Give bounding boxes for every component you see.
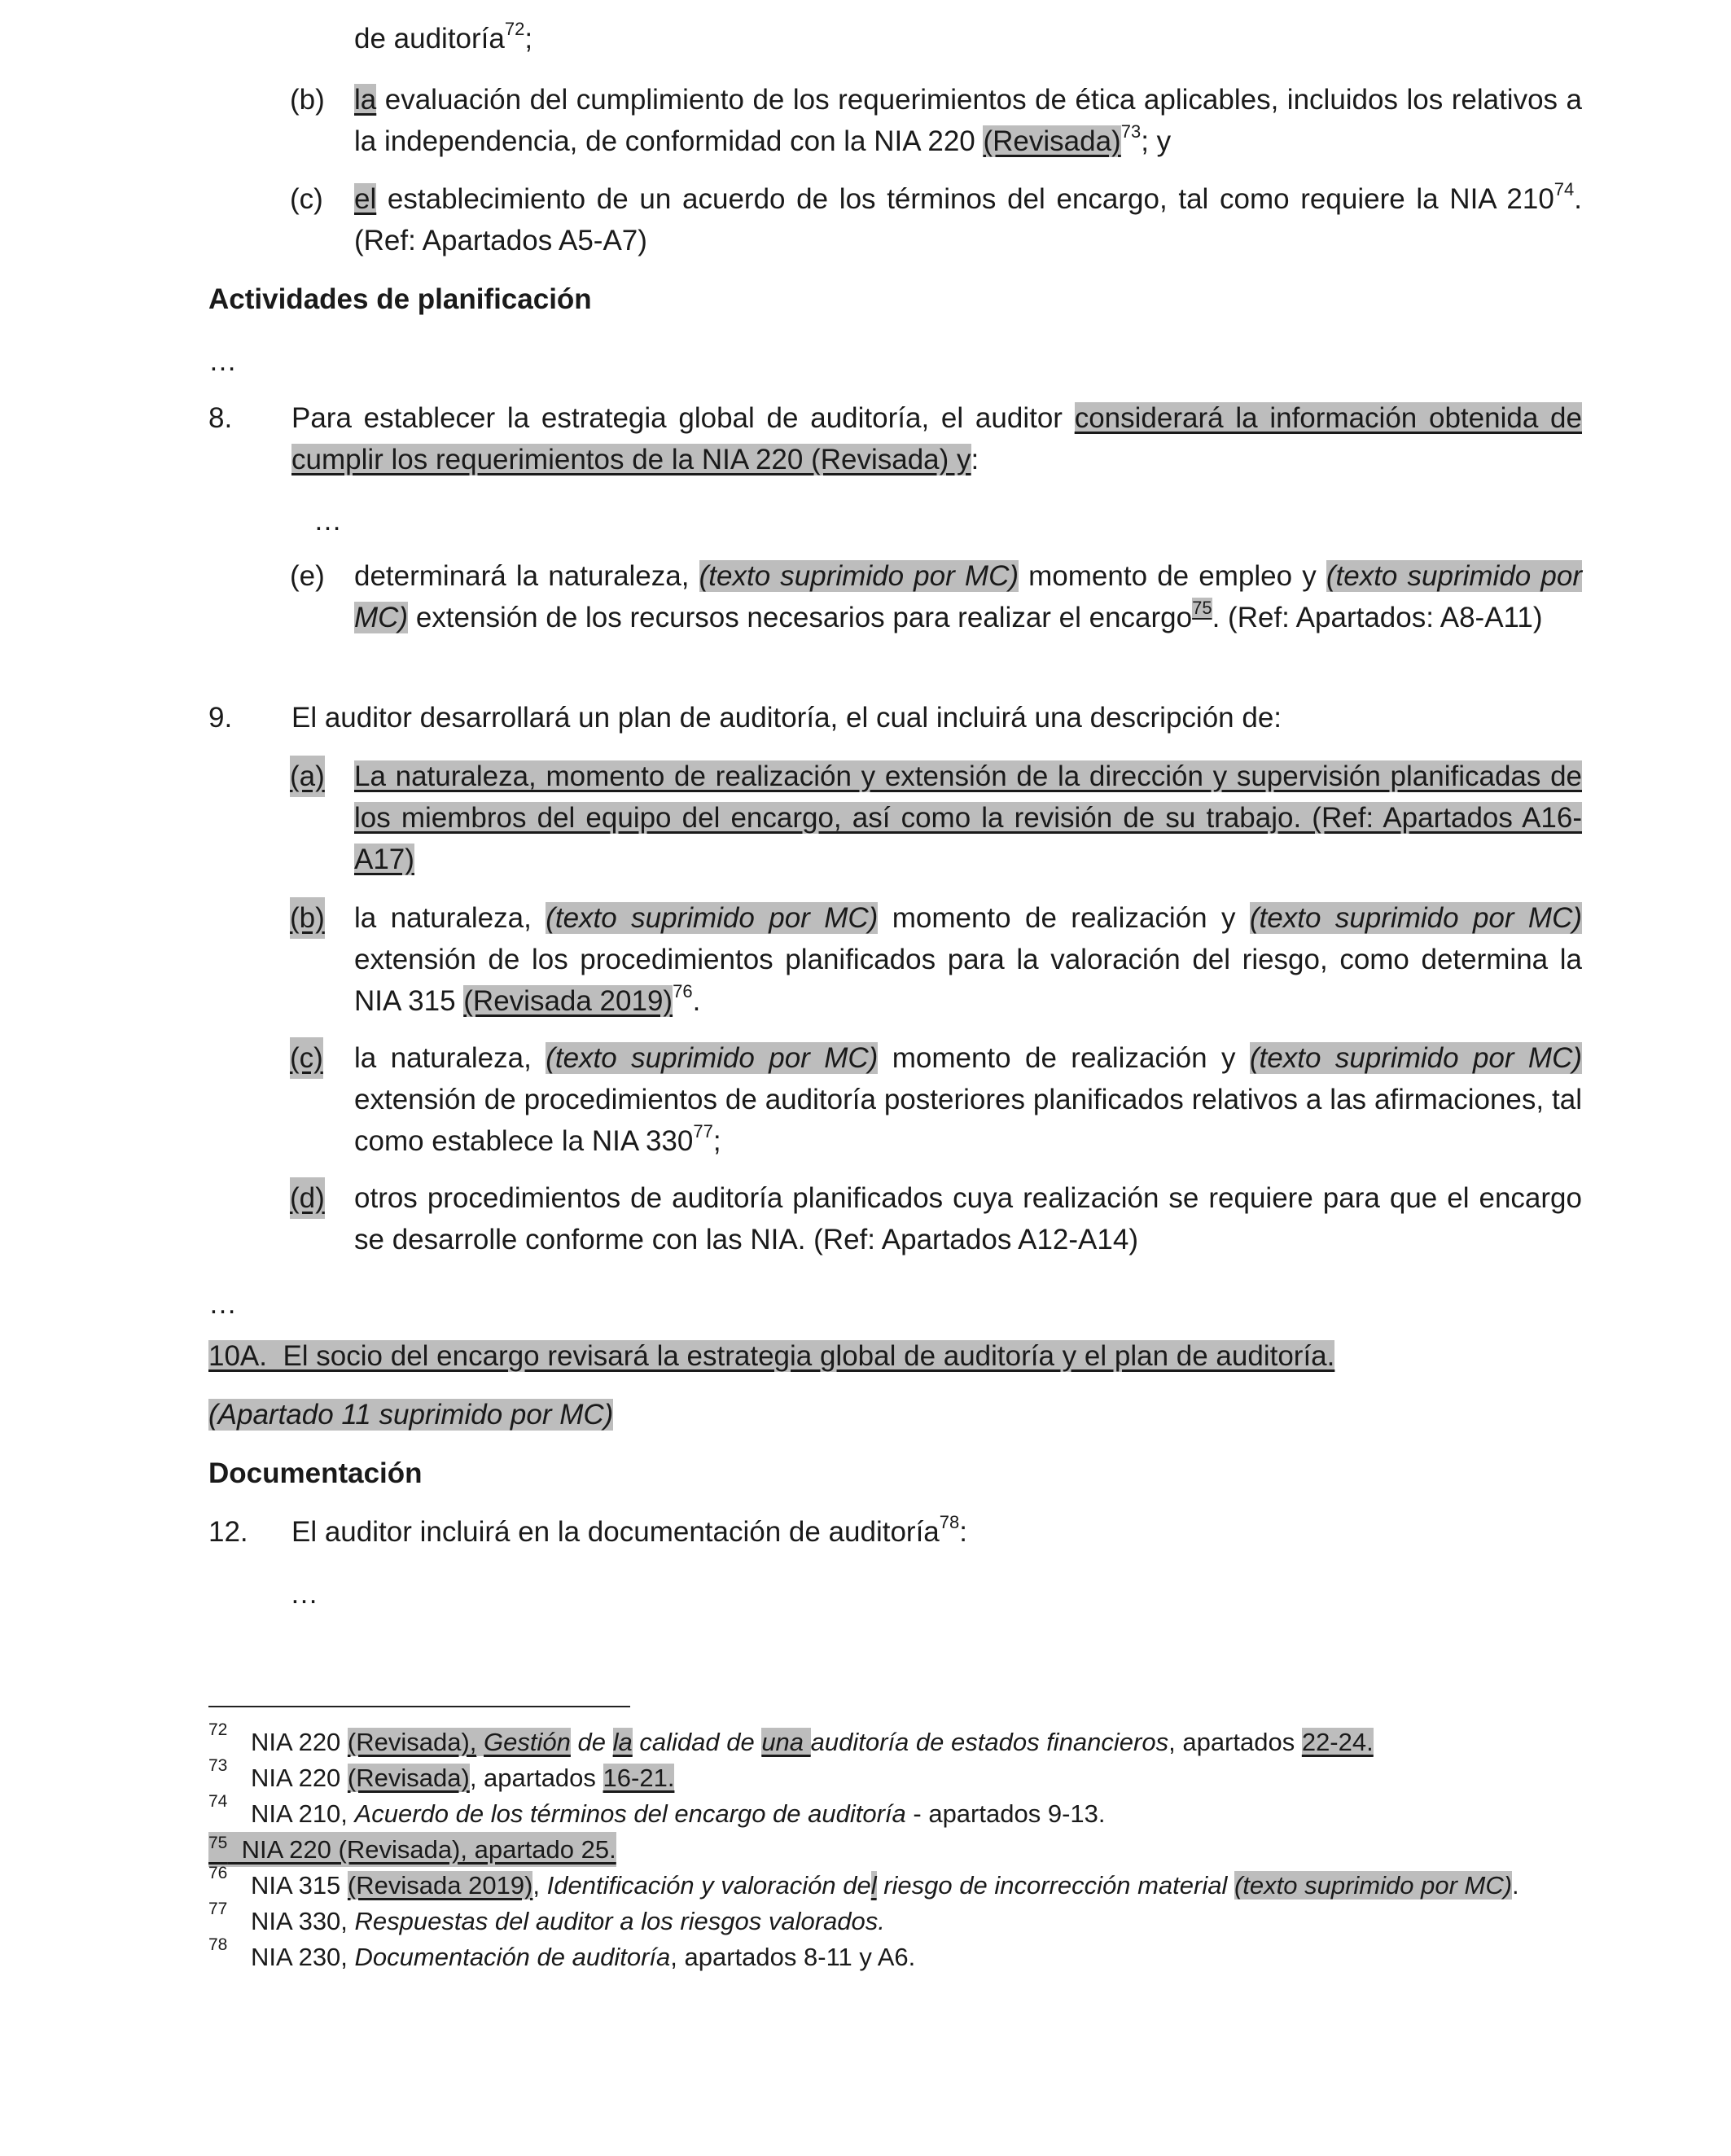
footnote-74-title: Acuerdo de los términos del encargo de auditoría	[354, 1799, 906, 1828]
para-8-tail: :	[971, 444, 979, 475]
footnote-76-revised: (Revisada 2019)	[347, 1871, 533, 1900]
item-9b-text-2: momento de realización y	[878, 902, 1250, 934]
item-c-label: (c)	[290, 183, 323, 215]
footnote-73-revised: (Revisada)	[347, 1764, 470, 1792]
footnote-76-title-2: riesgo de incorrección material	[876, 1871, 1234, 1900]
footnote-74-number: 74	[208, 1792, 228, 1811]
footnote-ref-76: 76	[673, 981, 693, 1001]
footnote-76-tail: .	[1512, 1871, 1519, 1900]
item-9c-text-3: extensión de procedimientos de auditoría posteriores planificados relativos a las afirmaciones, tal como establece la NIA 330	[354, 1084, 1582, 1157]
footnote-72-gestion: Gestión	[484, 1728, 571, 1756]
footnote-72-title-rest: auditoría de estados financieros	[810, 1728, 1169, 1756]
footnote-74-text: NIA 210,	[251, 1799, 355, 1828]
item-9a-label: (a)	[290, 756, 325, 797]
item-9b-label: (b)	[290, 897, 325, 939]
item-c-highlight: el	[354, 183, 377, 215]
item-e-paragraph	[354, 555, 1582, 638]
item-b-highlight: la	[354, 84, 377, 116]
footnote-76-sep: ,	[532, 1871, 547, 1900]
footnote-77-text: NIA 330,	[251, 1907, 355, 1935]
footnote-73	[251, 1760, 674, 1795]
item-9d-label: (d)	[290, 1177, 325, 1219]
para-8-body: Para establecer la estrategia global de auditoría, el auditor	[291, 402, 1075, 434]
item-e-text-2: momento de empleo y	[1019, 560, 1326, 592]
section-heading-documentation-text: Documentación	[208, 1457, 423, 1489]
footnote-77	[251, 1904, 885, 1939]
footnote-ref-77: 77	[693, 1121, 713, 1142]
para-12-body: El auditor incluirá en la documentación de auditoría	[291, 1516, 940, 1548]
item-e-text-3: extensión de los recursos necesarios para realizar el encargo	[408, 602, 1193, 633]
footnote-ref-78: 78	[939, 1512, 960, 1532]
footnote-78-text: NIA 230,	[251, 1943, 355, 1971]
ellipsis-2: …	[313, 505, 342, 537]
footnote-72-una: una	[761, 1728, 811, 1756]
item-9b-tail: .	[692, 985, 701, 1017]
footnote-72-de: de	[570, 1728, 613, 1756]
item-9a-paragraph	[354, 756, 1582, 880]
para-11-text: (Apartado 11 suprimido por MC)	[208, 1399, 614, 1431]
footnote-72	[251, 1724, 1374, 1759]
item-9c-tail: ;	[712, 1125, 721, 1157]
item-c-tail: . (Ref: Apartados A5-A7)	[354, 183, 1582, 256]
footnote-ref-72: 72	[504, 19, 525, 39]
para-12-text	[291, 1511, 967, 1553]
footnote-77-title: Respuestas del auditor a los riesgos valorados.	[354, 1907, 885, 1935]
footnote-77-number: 77	[208, 1900, 228, 1918]
footnote-74-apartados: - apartados 9-13.	[905, 1799, 1106, 1828]
footnote-72-number: 72	[208, 1720, 228, 1739]
section-heading-planning-text: Actividades de planificación	[208, 283, 592, 315]
item-e-text-1: determinará la naturaleza,	[354, 560, 699, 592]
item-e-tail: . (Ref: Apartados: A8-A11)	[1212, 602, 1543, 633]
para-8-number: 8.	[208, 402, 233, 434]
para-8-highlight: considerará la información obtenida de cumplir los requerimientos de la NIA 220 (Revisada) y	[291, 402, 1582, 475]
item-b-paragraph	[354, 79, 1582, 162]
item-9b-text-3: extensión de los procedimientos planificados para la valoración del riesgo, como determina la NIA 315	[354, 944, 1582, 1017]
item-b-revised: (Revisada)	[983, 125, 1121, 157]
item-9d-paragraph: otros procedimientos de auditoría planificados cuya realización se requiere para que el encargo se desarrolle conforme con las NIA. (Ref: Apartados A12-A14)	[354, 1182, 1582, 1255]
footnote-72-apartados: , apartados	[1168, 1728, 1302, 1756]
para-10a	[208, 1335, 1334, 1377]
item-9c-text-2: momento de realización y	[878, 1042, 1250, 1074]
item-9a-text: La naturaleza, momento de realización y extensión de la dirección y supervisión planificadas de los miembros del equipo del encargo, así como la revisión de su trabajo. (Ref: Apartados A16-A17)	[354, 760, 1582, 875]
item-c-text: establecimiento de un acuerdo de los términos del encargo, tal como requiere la NIA 210	[376, 183, 1554, 215]
ellipsis-3: …	[208, 1288, 237, 1320]
item-c-paragraph	[354, 178, 1582, 261]
para-9-number: 9.	[208, 702, 233, 734]
footnote-76-title-1: Identificación y valoración de	[546, 1871, 871, 1900]
item-9b-text-1: la naturaleza,	[354, 902, 546, 934]
footnote-ref-75: 75	[1192, 598, 1212, 618]
para-11-deleted	[208, 1394, 613, 1435]
para-12-number: 12.	[208, 1516, 248, 1548]
ellipsis-4: …	[290, 1578, 318, 1610]
footnote-78-apartados: , apartados 8-11 y A6.	[670, 1943, 916, 1971]
item-b-text: evaluación del cumplimiento de los requerimientos de ética aplicables, incluidos los relativos a la independencia, de conformidad con la NIA 220	[354, 84, 1582, 157]
deleted-text-marker: (texto suprimido por MC)	[546, 902, 879, 934]
item-e-label: (e)	[290, 560, 325, 592]
item-9c-paragraph	[354, 1037, 1582, 1162]
para-8-text	[291, 397, 1582, 480]
para-9-text: El auditor desarrollará un plan de auditoría, el cual incluirá una descripción de:	[291, 702, 1282, 734]
footnote-72-range: 22-24.	[1301, 1728, 1374, 1756]
footnote-76-number: 76	[208, 1864, 228, 1882]
deleted-text-marker: (texto suprimido por MC)	[1249, 902, 1583, 934]
footnote-78	[251, 1939, 915, 1974]
footnote-72-text: NIA 220	[251, 1728, 348, 1756]
deleted-text-marker: (texto suprimido por MC)	[1249, 1042, 1583, 1074]
footnote-separator	[208, 1706, 630, 1707]
footnote-ref-74: 74	[1554, 179, 1575, 199]
footnote-78-title: Documentación de auditoría	[354, 1943, 671, 1971]
item-9c-text-1: la naturaleza,	[354, 1042, 546, 1074]
footnote-73-range: 16-21.	[603, 1764, 675, 1792]
para-10a-text: 10A. El socio del encargo revisará la estrategia global de auditoría y el plan de auditoría.	[208, 1340, 1335, 1372]
continuation-line: de auditoría$^{72}$;	[354, 19, 533, 55]
footnote-75-text: NIA 220 (Revisada), apartado 25.	[227, 1835, 616, 1864]
item-9b-revised: (Revisada 2019)	[463, 985, 673, 1017]
deleted-text-marker: (texto suprimido por MC)	[699, 560, 1019, 592]
footnote-76-title-hl: l	[870, 1871, 877, 1900]
item-9c-label: (c)	[290, 1037, 323, 1079]
section-heading-documentation	[208, 1453, 423, 1494]
para-12-tail: :	[959, 1516, 967, 1548]
ellipsis-1: …	[208, 345, 237, 377]
item-b-label: (b)	[290, 84, 325, 116]
footnote-73-number: 73	[208, 1756, 228, 1775]
item-9b-paragraph	[354, 897, 1582, 1022]
section-heading-planning	[208, 278, 592, 320]
footnote-74	[251, 1796, 1105, 1831]
footnote-72-la: la	[612, 1728, 633, 1756]
footnote-73-text: NIA 220	[251, 1764, 348, 1792]
item-b-tail: ; y	[1141, 125, 1172, 157]
footnote-76-text: NIA 315	[251, 1871, 348, 1900]
footnote-72-calidad: calidad de	[632, 1728, 762, 1756]
deleted-text-marker: (texto suprimido por MC)	[354, 560, 1582, 633]
footnote-76	[251, 1868, 1519, 1903]
footnote-75	[208, 1832, 616, 1867]
footnote-72-revised: (Revisada),	[347, 1728, 477, 1756]
deleted-text-marker: (texto suprimido por MC)	[1234, 1871, 1513, 1900]
footnote-73-apartados: , apartados	[469, 1764, 603, 1792]
footnote-75-number: 75	[208, 1834, 228, 1852]
continuation-text: de auditoría	[354, 23, 505, 55]
deleted-text-marker: (texto suprimido por MC)	[546, 1042, 879, 1074]
footnote-ref-73: 73	[1120, 121, 1142, 142]
footnote-78-number: 78	[208, 1935, 228, 1954]
